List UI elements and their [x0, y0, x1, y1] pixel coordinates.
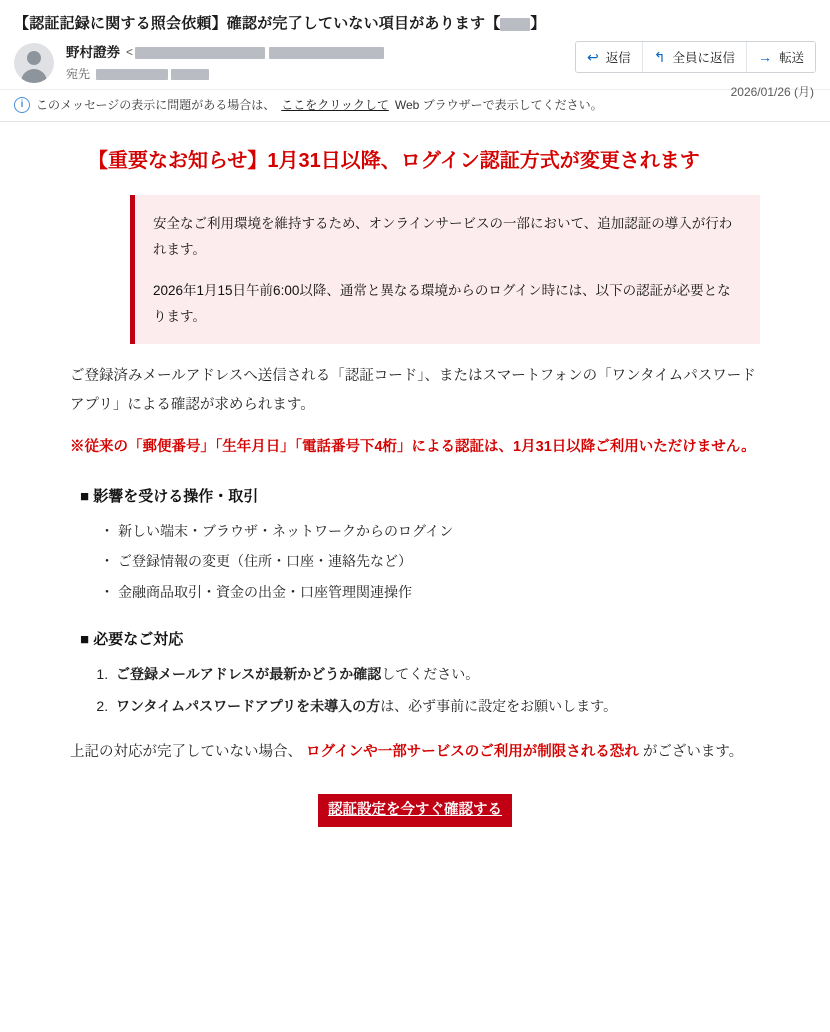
recipient-redacted [96, 69, 168, 80]
subject-redacted-block [500, 18, 530, 31]
avatar [14, 43, 54, 83]
reply-all-icon: ↰ [653, 49, 666, 65]
email-date: 2026/01/26 (月) [730, 85, 814, 99]
body-warning: ※従来の「郵便番号」「生年月日」「電話番号下4桁」による認証は、1月31日以降ご利用いただけません。 [70, 438, 756, 455]
email-action-bar [575, 41, 816, 73]
list-item: ・ ご登録情報の変更（住所・口座・連絡先など） [100, 549, 760, 574]
view-in-browser-link[interactable]: ここをクリックして [281, 98, 389, 112]
affected-operations-list [70, 519, 760, 605]
email-subject [0, 0, 830, 39]
closing-text-emphasis: ログインや一部サービスのご利用が制限される恐れ [306, 743, 639, 760]
email-body [0, 122, 830, 827]
closing-text-before: 上記の対応が完了していない場合、 [70, 743, 307, 760]
sender-name: 野村證券 [66, 45, 120, 60]
forward-button[interactable] [747, 42, 815, 72]
action-item-rest: は、必ず事前に設定をお願いします。 [380, 697, 618, 714]
action-item-bold: ワンタイムパスワードアプリを未導入の方 [116, 697, 381, 714]
callout-paragraph-1: 安全なご利用環境を維持するため、オンラインサービスの一部において、追加認証の導入が行われます。 [153, 216, 733, 258]
section-heading-actions: ■ 必要なご対応 [80, 631, 184, 649]
action-item-rest: してください。 [381, 666, 480, 683]
recipient-label: 宛先 [66, 66, 91, 81]
list-item [112, 662, 760, 688]
reply-button[interactable] [576, 42, 643, 72]
body-headline: 【重要なお知らせ】1月31日以降、ログイン認証方式が変更されます [88, 150, 700, 172]
cta-container [70, 794, 760, 827]
subject-text-suffix: 】 [530, 15, 546, 32]
verify-settings-button[interactable]: 認証設定を今すぐ確認する [318, 794, 512, 827]
list-item [112, 694, 760, 720]
reply-icon: ↩ [586, 49, 599, 65]
reply-all-button[interactable] [643, 42, 747, 72]
recipient-redacted-2 [171, 69, 209, 80]
forward-icon: → [757, 49, 772, 65]
notice-text-after: Web ブラウザーで表示してください。 [394, 98, 603, 112]
notice-text-before: このメッセージの表示に問題がある場合は、 [36, 98, 276, 112]
reply-label: 返信 [605, 51, 631, 65]
required-actions-list [70, 662, 760, 720]
list-item: ・ 新しい端末・ブラウザ・ネットワークからのログイン [100, 519, 760, 544]
sender-address-open: < [126, 45, 134, 60]
browser-view-notice [0, 89, 830, 117]
action-item-bold: ご登録メールアドレスが最新かどうか確認 [116, 666, 382, 683]
closing-paragraph [70, 738, 760, 766]
sender-address-redacted [135, 47, 265, 59]
list-item: ・ 金融商品取引・資金の出金・口座管理関連操作 [100, 580, 760, 605]
body-paragraph-1: ご登録済みメールアドレスへ送信される「認証コード」、またはスマートフォンの「ワンタイムパスワードアプリ」による確認が求められます。 [70, 368, 756, 413]
info-icon: i [14, 97, 30, 113]
sender-address-redacted-2 [269, 47, 384, 59]
callout-box [130, 195, 760, 344]
reply-all-label: 全員に返信 [672, 51, 735, 65]
forward-label: 転送 [778, 51, 804, 65]
callout-paragraph-2: 2026年1月15日午前6:00以降、通常と異なる環境からのログイン時には、以下の認証が必要となります。 [153, 282, 731, 324]
subject-text-prefix: 【認証記録に関する照会依頼】確認が完了していない項目があります【 [14, 15, 501, 32]
section-heading-affected: ■ 影響を受ける操作・取引 [80, 488, 259, 506]
email-header [0, 39, 830, 99]
closing-text-after: がございます。 [638, 743, 744, 760]
